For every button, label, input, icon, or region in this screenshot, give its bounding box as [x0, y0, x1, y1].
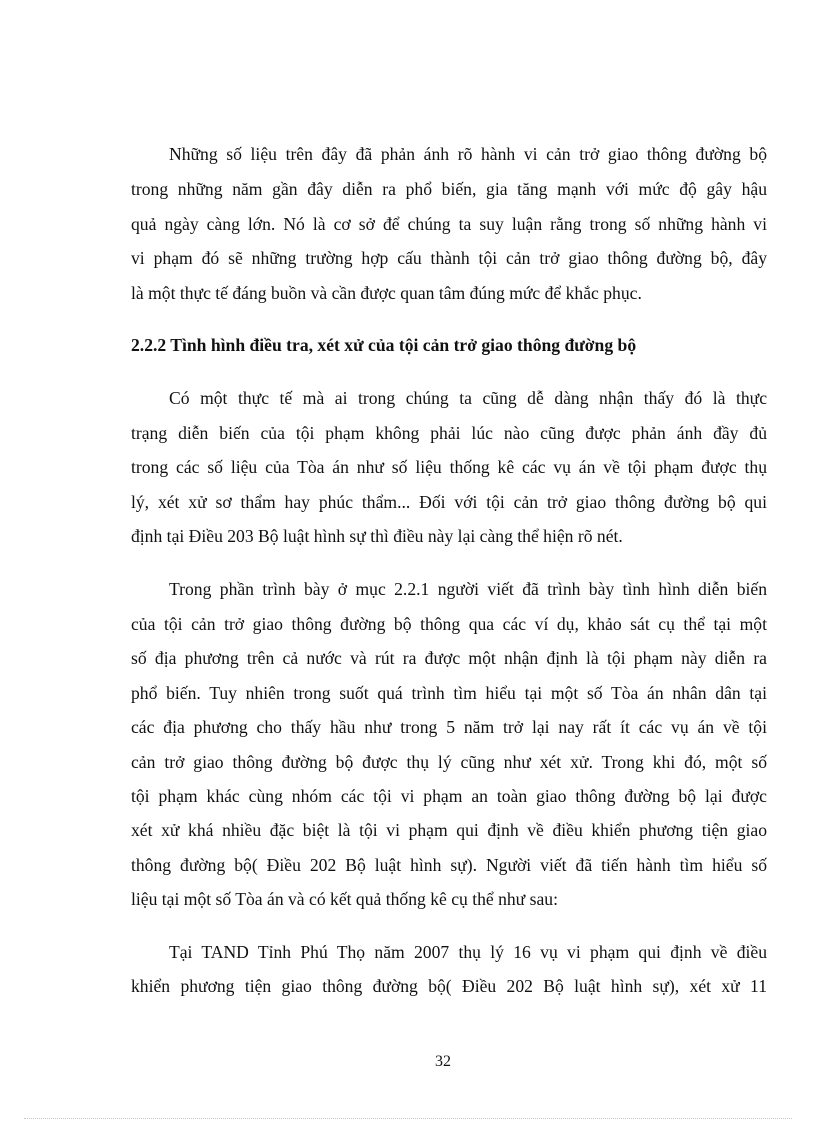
- paragraph-line: Tại TAND Tỉnh Phú Thọ năm 2007 thụ lý 16 vụ vi phạm qui định về điều: [169, 942, 767, 962]
- page-number: 32: [435, 1053, 451, 1070]
- paragraph-line: trong những năm gần đây diễn ra phổ biến, gia tăng mạnh với mức độ gây hậu: [131, 179, 767, 199]
- section-heading: 2.2.2 Tình hình điều tra, xét xử của tội cản trở giao thông đường bộ: [131, 335, 637, 355]
- paragraph-line: là một thực tế đáng buồn và cần được quan tâm đúng mức để khắc phục.: [131, 283, 642, 303]
- paragraph-line: quả ngày càng lớn. Nó là cơ sở để chúng ta suy luận rằng trong số những hành vi: [131, 214, 767, 234]
- paragraph-line: Có một thực tế mà ai trong chúng ta cũng dễ dàng nhận thấy đó là thực: [169, 388, 767, 408]
- paragraph-line: liệu tại một số Tòa án và có kết quả thống kê cụ thể như sau:: [131, 889, 558, 909]
- paragraph-line: thông đường bộ( Điều 202 Bộ luật hình sự). Người viết đã tiến hành tìm hiểu số: [131, 855, 767, 875]
- paragraph-line: lý, xét xử sơ thẩm hay phúc thẩm... Đối với tội cản trở giao thông đường bộ qui: [131, 492, 767, 512]
- paragraph-line: các địa phương cho thấy hầu như trong 5 năm trở lại nay rất ít các vụ án về tội: [131, 717, 767, 737]
- paragraph-line: khiển phương tiện giao thông đường bộ( Điều 202 Bộ luật hình sự), xét xử 11: [131, 976, 767, 996]
- paragraph-line: xét xử khá nhiều đặc biệt là tội vi phạm qui định về điều khiển phương tiện giao: [131, 820, 767, 840]
- paragraph-line: tội phạm khác cùng nhóm các tội vi phạm an toàn giao thông đường bộ lại được: [131, 786, 767, 806]
- paragraph-line: số địa phương trên cả nước và rút ra được một nhận định là tội phạm này diễn ra: [131, 648, 767, 668]
- paragraph-line: Trong phần trình bày ở mục 2.2.1 người viết đã trình bày tình hình diễn biến: [169, 579, 767, 599]
- paragraph-line: Những số liệu trên đây đã phản ánh rõ hành vi cản trở giao thông đường bộ: [169, 144, 767, 164]
- paragraph-line: trong các số liệu của Tòa án như số liệu thống kê các vụ án về tội phạm được thụ: [131, 457, 767, 477]
- paragraph-line: phổ biến. Tuy nhiên trong suốt quá trình tìm hiểu tại một số Tòa án nhân dân tại: [131, 683, 767, 703]
- paragraph-line: định tại Điều 203 Bộ luật hình sự thì điều này lại càng thể hiện rõ nét.: [131, 526, 623, 546]
- paragraph-line: cản trở giao thông đường bộ được thụ lý cũng như xét xử. Trong khi đó, một số: [131, 752, 767, 772]
- paragraph-line: của tội cản trở giao thông đường bộ thông qua các ví dụ, khảo sát cụ thể tại một: [131, 614, 767, 634]
- paragraph-line: vi phạm đó sẽ những trường hợp cấu thành tội cản trở giao thông đường bộ, đây: [131, 248, 767, 268]
- page-bottom-divider: [24, 1118, 792, 1119]
- paragraph-line: trạng diễn biến của tội phạm không phải lúc nào cũng được phản ánh đầy đủ: [131, 423, 767, 443]
